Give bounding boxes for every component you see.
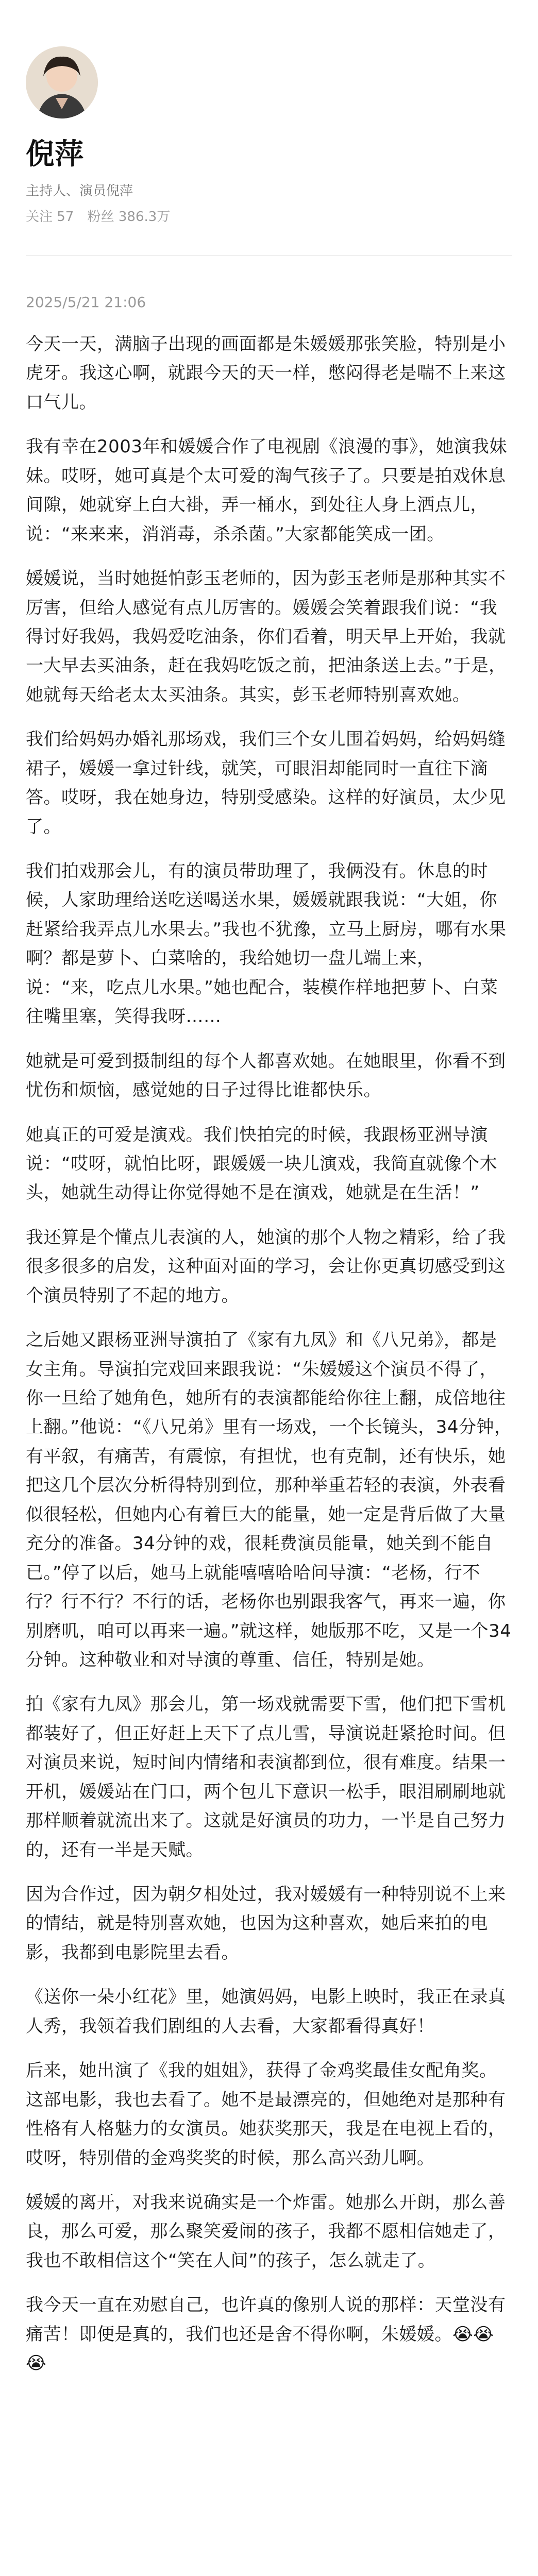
post-paragraph: 后来，她出演了《我的姐姐》，获得了金鸡奖最佳女配角奖。这部电影，我也去看了。她不是最漂亮的，但她绝对是那种有性格有人格魅力的女演员。她获奖那天，我是在电视上看的，哎呀，特别借的金鸡奖奖的时候，那么高兴劲儿啊。 — [26, 2060, 506, 2168]
profile-name[interactable]: 倪萍 — [26, 138, 83, 171]
post-paragraph: 我今天一直在劝慰自己，也许真的像别人说的那样：天堂没有痛苦！即便是真的，我们也还是舍不得你啊，朱媛媛。😭😭😭 — [26, 2295, 506, 2374]
profile-role: 主持人、演员倪萍 — [26, 183, 133, 199]
avatar-image — [26, 46, 98, 118]
post-paragraph: 我们给妈妈办婚礼那场戏，我们三个女儿围着妈妈，给妈妈缝裙子，媛媛一拿过针线，就笑，可眼泪却能同时一直往下滴答。哎呀，我在她身边，特别受感染。这样的好演员，太少见了。 — [26, 729, 506, 837]
post-paragraph: 她就是可爱到摄制组的每个人都喜欢她。在她眼里，你看不到忧伤和烦恼，感觉她的日子过得比谁都快乐。 — [26, 1050, 506, 1101]
profile-stats — [26, 206, 179, 225]
post-paragraph: 媛媛的离开，对我来说确实是一个炸雷。她那么开朗，那么善良，那么可爱，那么聚笑爱闹的孩子，我都不愿相信她走了，我也不敢相信这个“笑在人间”的孩子，怎么就走了。 — [26, 2192, 506, 2271]
post-paragraph: 我还算是个懂点儿表演的人，她演的那个人物之精彩，给了我很多很多的启发，这种面对面的学习，会让你更真切感受到这个演员特别了不起的地方。 — [26, 1227, 506, 1306]
post-paragraph: 今天一天，满脑子出现的画面都是朱媛媛那张笑脸，特别是小虎牙。我这心啊，就跟今天的天一样，憋闷得老是喘不上来这口气儿。 — [26, 334, 506, 413]
post-paragraph: 《送你一朵小红花》里，她演妈妈，电影上映时，我正在录真人秀，我领着我们剧组的人去看，大家都看得真好！ — [26, 1987, 506, 2037]
post-body — [26, 330, 512, 2394]
followers-count[interactable]: 粉丝 386.3万 — [87, 209, 171, 225]
header-divider — [26, 255, 512, 256]
post-paragraph: 媛媛说，当时她挺怕彭玉老师的，因为彭玉老师是那种其实不厉害，但给人感觉有点儿厉害的。媛媛会笑着跟我们说：“我得讨好我妈，我妈爱吃油条，你们看着，明天早上开始，我就一大早去买油条，赶在我妈吃饭之前，把油条送上去。”于是，她就每天给老太太买油条。其实，彭玉老师特别喜欢她。 — [26, 568, 507, 705]
post-paragraph: 我们拍戏那会儿，有的演员带助理了，我俩没有。休息的时候，人家助理给送吃送喝送水果，媛媛就跟我说：“大姐，你赶紧给我弄点儿水果去。”我也不犹豫，立马上厨房，哪有水果啊？都是萝卜、白菜啥的，我给她切一盘儿端上来，说：“来，吃点儿水果。”她也配合，装模作样地把萝卜、白菜往嘴里塞，笑得我呀…… — [26, 861, 507, 1027]
post-paragraph: 因为合作过，因为朝夕相处过，我对媛媛有一种特别说不上来的情结，就是特别喜欢她，也因为这种喜欢，她后来拍的电影，我都到电影院里去看。 — [26, 1884, 506, 1963]
avatar[interactable] — [26, 46, 98, 118]
profile-header — [0, 0, 538, 278]
post-paragraph: 我有幸在2003年和媛媛合作了电视剧《浪漫的事》，她演我妹妹。哎呀，她可真是个太可爱的淘气孩子了。只要是拍戏休息间隙，她就穿上白大褂，弄一桶水，到处往人身上洒点儿，说：“来来来，消消毒，杀杀菌。”大家都能笑成一团。 — [26, 436, 508, 545]
post-paragraph: 之后她又跟杨亚洲导演拍了《家有九凤》和《八兄弟》，都是女主角。导演拍完戏回来跟我说：“朱媛媛这个演员不得了，你一旦给了她角色，她所有的表演都能给你往上翻，成倍地往上翻。”他说：“《八兄弟》里有一场戏，一个长镜头，34分钟，有平叙，有痛苦，有震惊，有担忧，也有克制，还有快乐，她把这几个层次分析得特别到位，那种举重若轻的表演，外表看似很轻松，但她内心有着巨大的能量，她一定是背后做了大量充分的准备。34分钟的戏，很耗费演员能量，她关到不能自已。”停了以后，她马上就能嘻嘻哈哈问导演：“老杨，行不行？行不行？不行的话，老杨你也别跟我客气，再来一遍，你别磨叽，咱可以再来一遍。”就这样，她版那不吃，又是一个34分钟。这种敬业和对导演的尊重、信任，特别是她。 — [26, 1330, 512, 1670]
post-paragraph: 她真正的可爱是演戏。我们快拍完的时候，我跟杨亚洲导演说：“哎呀，就怕比呀，跟媛媛一块儿演戏，我简直就像个木头，她就生动得让你觉得她不是在演戏，她就是在生活！” — [26, 1124, 498, 1204]
post-paragraph: 拍《家有九凤》那会儿，第一场戏就需要下雪，他们把下雪机都装好了，但正好赶上天下了点儿雪，导演说赶紧抢时间。但对演员来说，短时间内情绪和表演都到位，很有难度。结果一开机，媛媛站在门口，两个包儿下意识一松手，眼泪刷刷地就那样顺着就流出来了。这就是好演员的功力，一半是自己努力的，还有一半是天赋。 — [26, 1694, 506, 1860]
post-date: 2025/5/21 21:06 — [26, 294, 146, 311]
following-count[interactable]: 关注 57 — [26, 209, 74, 225]
